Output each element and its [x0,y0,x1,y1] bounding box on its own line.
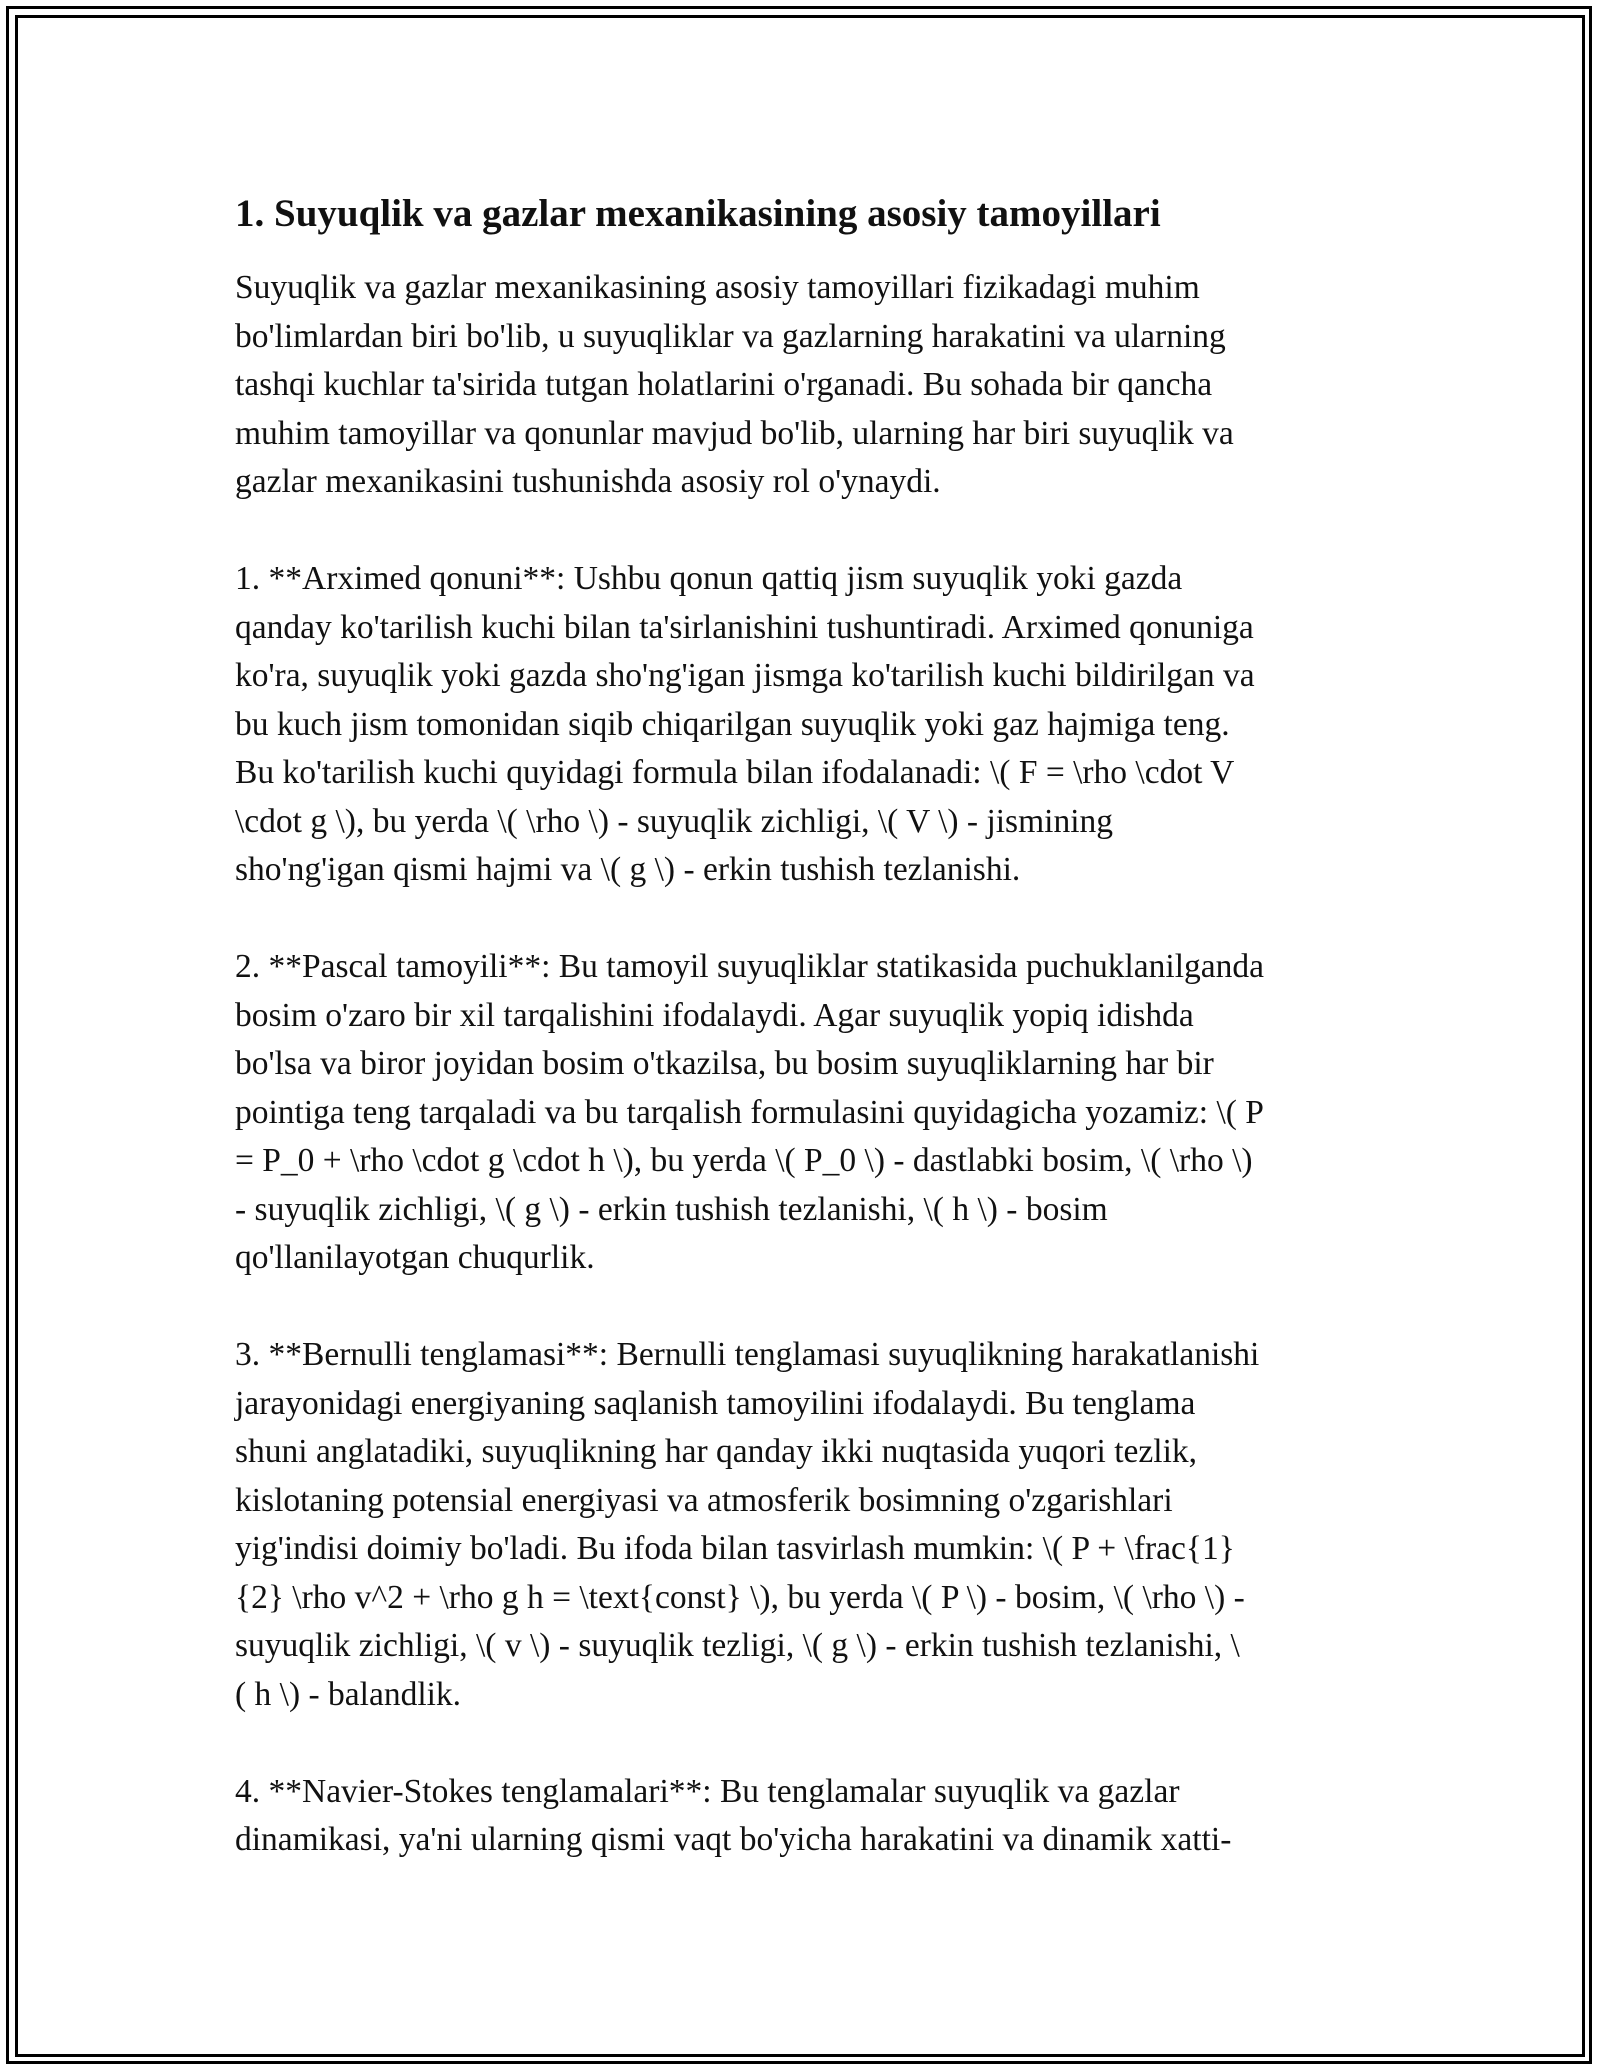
text-line: = P_0 + \rho \cdot g \cdot h \), bu yerda \( P_0 \) - dastlabki bosim, \( \rho \) [235,1142,1253,1179]
text-line: - suyuqlik zichligi, \( g \) - erkin tushish tezlanishi, \( h \) - bosim [235,1190,1108,1228]
text-line: sho'ng'igan qismi hajmi va \( g \) - erkin tushish tezlanishi. [235,851,1021,888]
text-line: \cdot g \), bu yerda \( \rho \) - suyuqlik zichligi, \( V \) - jismining [235,802,1114,840]
text-line: qo'llanilayotgan chuqurlik. [235,1239,595,1276]
text-line: kislotaning potensial energiyasi va atmosferik bosimning o'zgarishlari [235,1481,1173,1519]
principle-pascal [235,943,1370,1283]
text-line: 1. **Arximed qonuni**: Ushbu qonun qattiq jism suyuqlik yoki gazda [235,560,1183,597]
text-line: dinamikasi, ya'ni ularning qismi vaqt bo'yicha harakatini va dinamik xatti- [235,1821,1232,1858]
section-title: 1. Suyuqlik va gazlar mexanikasining asosiy tamoyillari [235,192,1161,235]
text-line: ( h \) - balandlik. [235,1675,462,1713]
text-line: tashqi kuchlar ta'sirida tutgan holatlarini o'rganadi. Bu sohada bir qancha [235,366,1213,403]
text-line: 3. **Bernulli tenglamasi**: Bernulli tenglamasi suyuqlikning harakatlanishi [235,1336,1260,1373]
text-line: shuni anglatadiki, suyuqlikning har qanday ikki nuqtasida yuqori tezlik, [235,1433,1198,1470]
text-line: qanday ko'tarilish kuchi bilan ta'sirlanishini tushuntiradi. Arximed qonuniga [235,608,1254,646]
text-line: bo'lsa va biror joyidan bosim o'tkazilsa, bu bosim suyuqliklarning har bir [235,1045,1214,1082]
text-line: gazlar mexanikasini tushunishda asosiy rol o'ynaydi. [235,463,941,500]
text-line: bu kuch jism tomonidan siqib chiqarilgan suyuqlik yoki gaz hajmiga teng. [235,705,1230,743]
text-line: suyuqlik zichligi, \( v \) - suyuqlik tezligi, \( g \) - erkin tushish tezlanishi, \ [235,1627,1240,1664]
text-line: Suyuqlik va gazlar mexanikasining asosiy tamoyillari fizikadagi muhim [235,269,1200,306]
text-line: bo'limlardan biri bo'lib, u suyuqliklar va gazlarning harakatini va ularning [235,317,1226,355]
principle-bernoulli [235,1331,1370,1719]
text-line: jarayonidagi energiyaning saqlanish tamoyilini ifodalaydi. Bu tenglama [235,1384,1196,1422]
principle-archimedes [235,555,1370,895]
text-line: pointiga teng tarqaladi va bu tarqalish formulasini quyidagicha yozamiz: \( P [235,1093,1264,1131]
text-line: Bu ko'tarilish kuchi quyidagi formula bilan ifodalanadi: \( F = \rho \cdot V [235,754,1235,791]
text-line: bosim o'zaro bir xil tarqalishini ifodalaydi. Agar suyuqlik yopiq idishda [235,996,1194,1034]
text-line: muhim tamoyillar va qonunlar mavjud bo'lib, ularning har biri suyuqlik va [235,414,1234,452]
text-line: yig'indisi doimiy bo'ladi. Bu ifoda bilan tasvirlash mumkin: \( P + \frac{1} [235,1530,1235,1567]
text-line: {2} \rho v^2 + \rho g h = \text{const} \), bu yerda \( P \) - bosim, \( \rho \) - [235,1578,1245,1616]
text-line: 2. **Pascal tamoyili**: Bu tamoyil suyuqliklar statikasida puchuklanilganda [235,948,1265,985]
text-line: ko'ra, suyuqlik yoki gazda sho'ng'igan jismga ko'tarilish kuchi bildirilgan va [235,657,1255,694]
intro-paragraph [235,264,1370,507]
text-line: 4. **Navier-Stokes tenglamalari**: Bu tenglamalar suyuqlik va gazlar [235,1772,1180,1810]
principle-navier-stokes [235,1768,1370,1865]
document-body [235,186,1370,1865]
